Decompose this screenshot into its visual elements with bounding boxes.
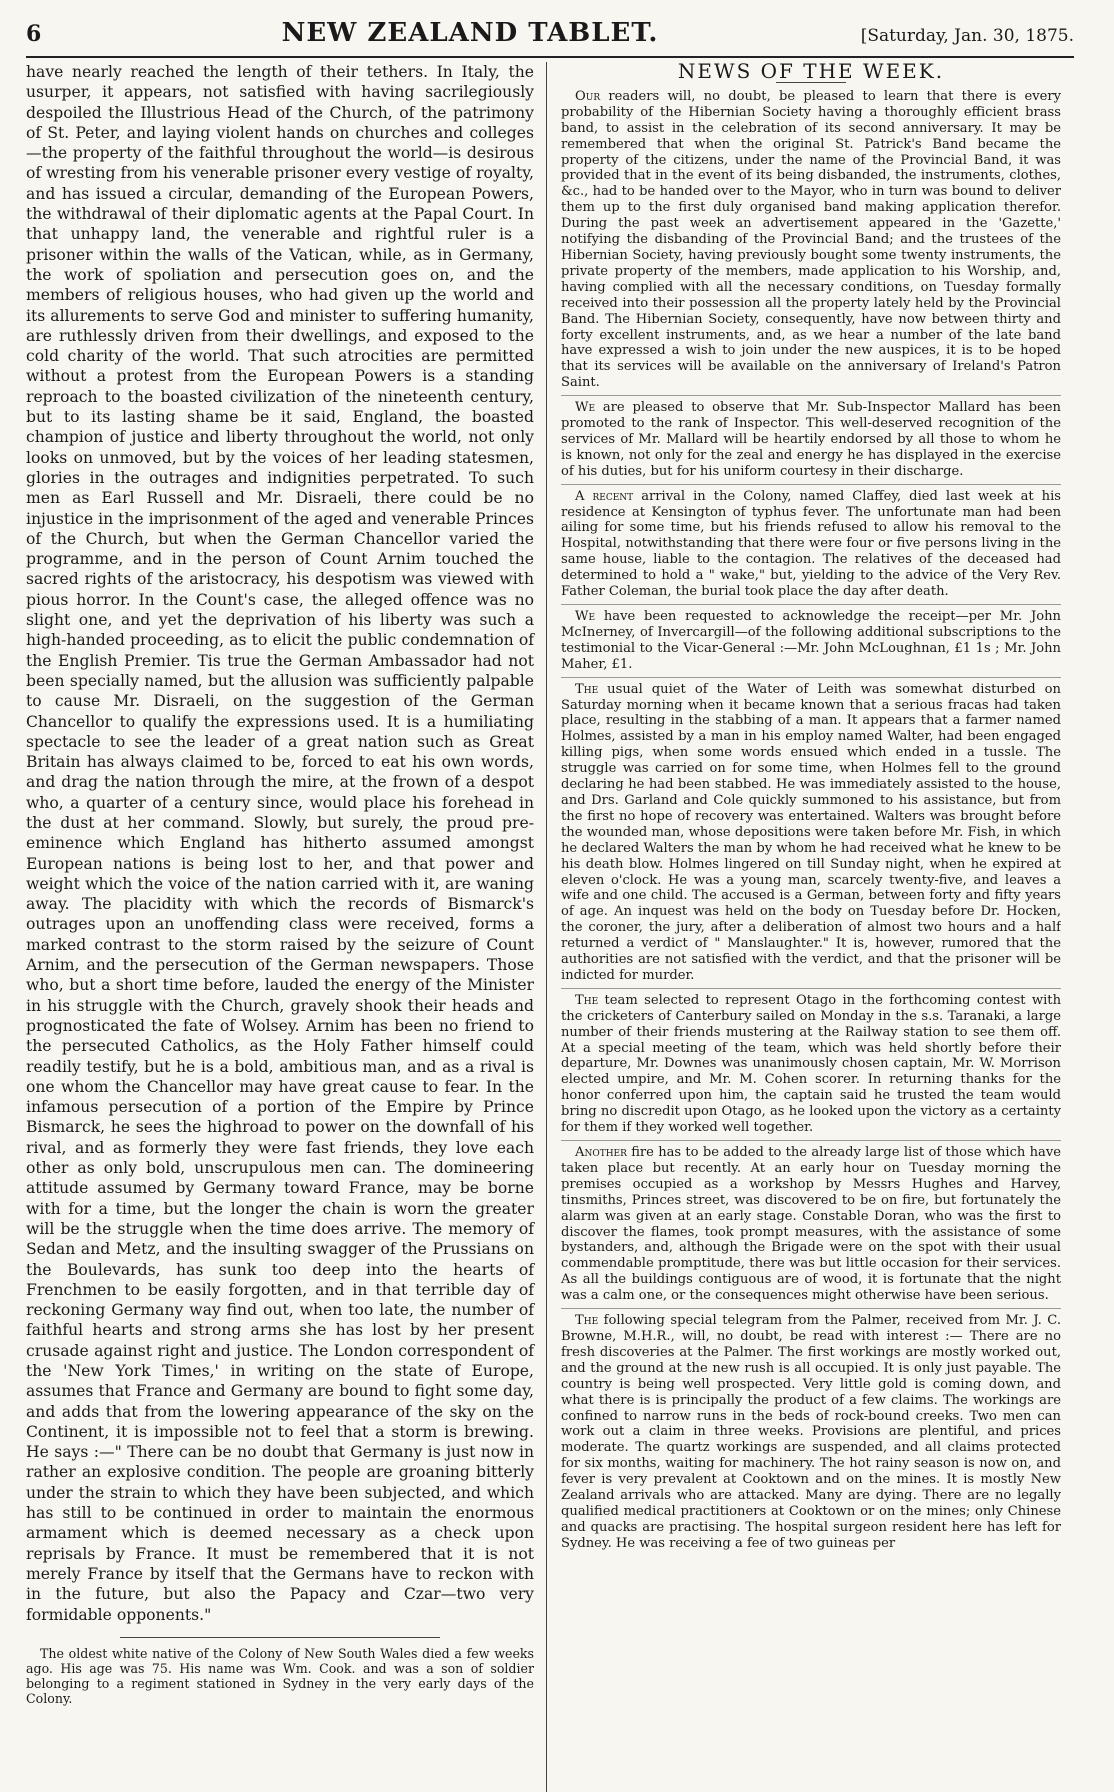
news-item-text: are pleased to observe that Mr. Sub-Inspector Mallard has been promoted to the rank of Inspector. This well-deserved recognition of the services of Mr. Mallard will be heartily endorsed by all those to whom he is known, not only for the zeal and energy he has displayed in the exercise of his duties, but for his uniform courtesy in their discharge. <box>561 400 1061 479</box>
news-item-text: usual quiet of the Water of Leith was somewhat disturbed on Saturday morning when it became known that a serious fracas had taken place, resulting in the stabbing of a man. It appears that a farmer named Holmes, assisted by a man in his employ named Walter, had been engaged killing pigs, when some words ensued which ended in a tussle. The struggle was carried on for some time, when Holmes fell to the ground declaring he had been stabbed. He was immediately assisted to the house, and Drs. Garland and Cole quickly summoned to his assistance, but from the first no hope of recovery was entertained. Walters was brought before the wounded man, whose depositions were taken before Mr. Fish, in which he declared Walters the man by whom he had received what he knew to be his death blow. Holmes lingered on till Sunday night, when he expired at eleven o'clock. He was a young man, scarcely twenty-five, and leaves a wife and one child. The accused is a German, between forty and fifty years of age. An inquest was held on the body on Tuesday before Dr. Hocken, the coroner, the jury, after a deliberation of almost two hours and a half returned a verdict of " Manslaughter." It is, however, rumored that the authorities are not satisfied with the verdict, and that the prisoner will be indicted for murder. <box>561 681 1061 983</box>
news-item <box>561 89 1061 391</box>
news-item <box>561 1308 1061 1552</box>
news-item-text: fire has to be added to the already large list of those which have taken place but recently. At an early hour on Tuesday morning the premises occupied as a workshop by Messrs Hughes and Harvey, tinsmiths, Princes street, was discovered to be on fire, but fortunately the alarm was given at an early stage. Constable Doran, who was the first to discover the flames, took prompt measures, with the assistance of some bystanders, and, although the Brigade were on the spot with their usual commendable promptitude, there was but little occasion for their services. As all the buildings contiguous are of wood, it is fortunate that the night was a calm one, or the consequences might otherwise have been serious. <box>561 1145 1061 1304</box>
footnote: The oldest white native of the Colony of New South Wales died a few weeks ago. His age was 75. His name was Wm. Cook. and was a son of soldier belonging to a regiment stationed in Sydney in the very early days of the Colony. <box>26 1645 534 1706</box>
news-item-lead: A recent <box>575 488 634 504</box>
news-item-lead: Our <box>575 88 601 104</box>
editorial-column <box>26 62 547 1792</box>
news-column <box>547 62 1061 1792</box>
issue-date: [Saturday, Jan. 30, 1875. <box>860 26 1074 46</box>
columns <box>26 62 1074 1792</box>
news-item <box>561 395 1061 480</box>
news-item <box>561 677 1061 984</box>
news-item-lead: We <box>575 609 596 624</box>
editorial-body: have nearly reached the length of their tethers. In Italy, the usurper, it appears, not satisfied with having sacrilegiously despoiled the Illustrious Head of the Church, of the patrimony of St. Peter, and laying violent hands on churches and colleges—the property of the faithful throughout the world—is desirous of wresting from his venerable prisoner every vestige of royalty, and has issued a circular, demanding of the European Powers, the withdrawal of their diplomatic agents at the Papal Court. In that unhappy land, the venerable and rightful ruler is a prisoner within the walls of the Vatican, while, as in Germany, the work of spoliation and persecution goes on, and the members of religious houses, who had given up the world and its allurements to serve God and minister to suffering humanity, are ruthlessly driven from their dwellings, and exposed to the cold charity of the world. That such atrocities are permitted without a protest from the European Powers is a standing reproach to the boasted civilization of the nineteenth century, but to its lasting shame be it said, England, the boasted champion of justice and liberty throughout the world, not only looks on unmoved, but by the voices of her leading statesmen, glories in the outrages and indignities perpetrated. To such men as Earl Russell and Mr. Disraeli, there could be no injustice in the imprisonment of the aged and venerable Princes of the Church, but when the German Chancellor varied the programme, and in the person of Count Arnim touched the sacred rights of the aristocracy, his despotism was viewed with pious horror. In the Count's case, the alleged offence was no slight one, and yet the deprivation of his liberty was such a high-handed proceeding, as to elicit the public condemnation of the English Premier. Tis true the German Ambassador had not been specially named, but the allusion was sufficiently palpable to cause Mr. Disraeli, on the suggestion of the German Chancellor to qualify the expressions used. It is a humiliating spectacle to see the leader of a great nation such as Great Britain has always claimed to be, forced to eat his own words, and drag the nation through the mire, at the frown of a despot who, a quarter of a century since, would place his forehead in the dust at her command. Slowly, but surely, the proud pre-eminence which England has hitherto assumed amongst European nations is being lost to her, and that power and weight which the voice of the nation carried with it, are waning away. The placidity with which the records of Bismarck's outrages upon an unoffending class were received, forms a marked contrast to the storm raised by the seizure of Count Arnim, and the persecution of the German newspapers. Those who, but a short time before, lauded the energy of the Minister in his struggle with the Church, gravely shook their heads and prognosticated the fate of Wolsey. Arnim has been no friend to the persecuted Catholics, as the Holy Father himself could readily testify, but he is a bold, ambitious man, and as a rival is one whom the Chancellor may have great cause to fear. In the infamous persecution of a portion of the Empire by Prince Bismarck, he sees the highroad to power on the downfall of his rival, and as formerly they were fast friends, they love each other as only bold, unscrupulous men can. The domineering attitude assumed by Germany toward France, may be borne with for a time, but the longer the chain is worn the greater will be the struggle when the time does arrive. The memory of Sedan and Metz, and the insulting swagger of the Prussians on the Boulevards, has sunk too deep into the hearts of Frenchmen to be easily forgotten, and in that terrible day of reckoning Germany way find out, when too late, the number of faithful hearts and strong arms she has lost by her present crusade against right and justice. The London correspondent of the 'New York Times,' in writing on the state of Europe, assumes that France and Germany are bound to fight some day, and adds that from the lowering appearance of the sky on the Continent, it is impossible not to feel that a storm is brewing. He says :—" There can be no doubt that Germany is just now in rather an explosive condition. The people are groaning bitterly under the strain to which they have been subjected, and which has still to be continued in order to maintain the enormous armament which is deemed necessary as a check upon reprisals by France. It must be remembered that it is not merely France by itself that the Germans have to reckon with in the future, but also the Papacy and Czar—two very formidable opponents." <box>26 63 534 1624</box>
news-item-text: have been requested to acknowledge the receipt—per Mr. John McInerney, of Invercargill—of the following additional subscriptions to the testimonial to the Vicar-General :—Mr. John McLoughnan, £1 1s ; Mr. John Maher, £1. <box>561 609 1061 672</box>
news-item-lead: We <box>575 400 596 416</box>
news-item-text: readers will, no doubt, be pleased to learn that there is every probability of the Hibernian Society having a thoroughly efficient brass band, to assist in the celebration of its second anniversary. It may be remembered that when the original St. Patrick's Band became the property of the citizens, under the name of the Provincial Band, it was provided that in the event of its being disbanded, the instruments, clothes, &c., had to be handed over to the Mayor, who in turn was bound to deliver them up to the first duly organised band making application therefor. During the past week an advertisement appeared in the 'Gazette,' notifying the disbanding of the Provincial Band; and the trustees of the Hibernian Society, having previously bought some twenty instruments, the private property of the members, made application to his Worship, and, having complied with all the necessary conditions, on Tuesday formally received into their possession all the property lately held by the Provincial Band. The Hibernian Society, consequently, have now between thirty and forty excellent instruments, and, as we hear a number of the late band have expressed a wish to join under the new auspices, it is to be hoped that its services will be available on the anniversary of Ireland's Patron Saint. <box>561 88 1061 391</box>
news-item-lead: The <box>575 681 599 697</box>
news-item-text: team selected to represent Otago in the forthcoming contest with the cricketers of Canterbury sailed on Monday in the s.s. Taranaki, a large number of their friends mustering at the Railway station to see them off. At a special meeting of the team, which was held shortly before their departure, Mr. Downes was unanimously chosen captain, Mr. W. Morrison elected umpire, and Mr. M. Cohen scorer. In returning thanks for the honor conferred upon him, the captain said he trusted the team would bring no discredit upon Otago, as he looked upon the victory as a certainty for them if they worked well together. <box>561 992 1061 1136</box>
news-item-text: arrival in the Colony, named Claffey, died last week at his residence at Kensington of typhus fever. The unfortunate man had been ailing for some time, but his friends refused to allow his removal to the Hospital, notwithstanding that there were four or five persons living in the same house, liable to the contagion. The relatives of the deceased had determined to hold a " wake," but, yielding to the advice of the Very Rev. Father Coleman, the burial took place the day after death. <box>561 488 1061 600</box>
news-item <box>561 484 1061 600</box>
news-item <box>561 604 1061 673</box>
news-item-lead: The <box>575 992 599 1008</box>
news-item-lead: The <box>575 1313 599 1329</box>
news-item-lead: Another <box>575 1145 627 1160</box>
page-number: 6 <box>26 21 42 47</box>
masthead <box>26 18 1074 58</box>
news-item <box>561 988 1061 1136</box>
news-item <box>561 1140 1061 1304</box>
newspaper-title: NEW ZEALAND TABLET. <box>281 18 659 48</box>
news-item-text: following special telegram from the Palmer, received from Mr. J. C. Browne, M.H.R., will, no doubt, be read with interest :— There are no fresh discoveries at the Palmer. The first workings are mostly worked out, and the ground at the new rush is all occupied. It is only just payable. The country is being well prospected. Very little gold is coming down, and what there is is principally the product of a few claims. The workings are confined to narrow runs in the beds of rock-bound creeks. Two men can work out a claim in three weeks. Provisions are plentiful, and prices moderate. The quartz workings are suspended, and all claims protected for six months, waiting for machinery. The hot rainy season is now on, and fever is very prevalent at Cooktown and on the mines. It is mostly New Zealand arrivals who are attacked. Many are dying. There are no legally qualified medical practitioners at Cooktown or on the mines; only Chinese and quacks are practising. The hospital surgeon resident here has left for Sydney. He was receiving a fee of two guineas per <box>561 1313 1061 1551</box>
footnote-rule <box>120 1637 440 1638</box>
section-title: NEWS OF THE WEEK. <box>677 62 945 83</box>
